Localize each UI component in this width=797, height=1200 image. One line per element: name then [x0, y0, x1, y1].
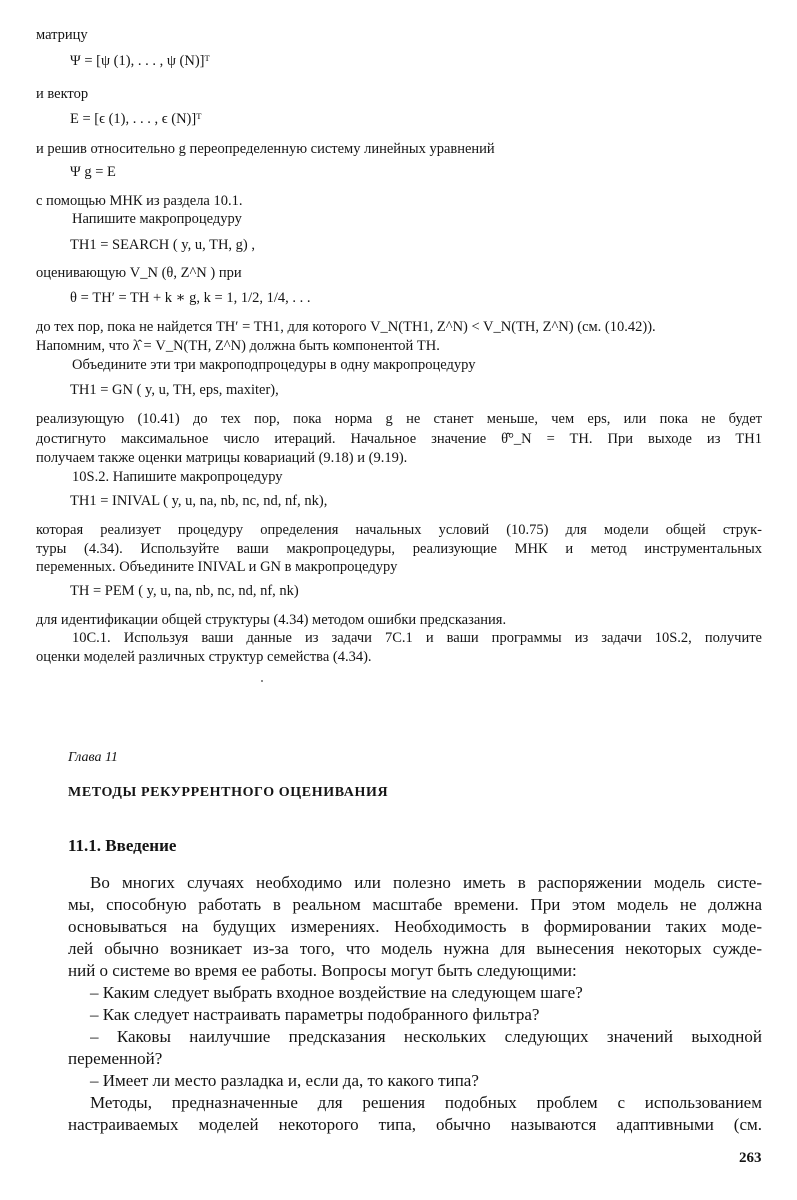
text-line: для идентификации общей структуры (4.34) методом ошибки предсказания. [36, 612, 507, 628]
list-item-continuation: переменной? [68, 1049, 163, 1068]
body-line: ний о системе во время ее работы. Вопросы могут быть следующими: [68, 961, 577, 980]
section-heading: 11.1. Введение [68, 836, 177, 855]
body-line: Во многих случаях необходимо или полезно иметь в распоряжении модель систе- [90, 873, 762, 892]
code-line-search: TH1 = SEARCH ( y, u, TH, g) , [70, 237, 255, 253]
body-line: настраиваемых моделей некоторого типа, обычно называются адаптивными (см. [68, 1115, 762, 1134]
equation-psi-g: Ψ g = E [70, 164, 116, 180]
text-line: Напишите макропроцедуру [72, 211, 242, 227]
text-line: и решив относительно g переопределенную систему линейных уравнений [36, 141, 495, 157]
body-line: основываться на будущих измерениях. Необходимость в формировании таких моде- [68, 917, 762, 936]
text-line: Напомним, что λ̂ = V_N(TH, Z^N) должна быть компонентой TH. [36, 338, 440, 354]
text-line: которая реализует процедуру определения начальных условий (10.75) для модели общей струк- [36, 522, 762, 538]
text-line: с помощью МНК из раздела 10.1. [36, 193, 243, 209]
text-line: и вектор [36, 86, 89, 102]
list-item: – Имеет ли место разладка и, если да, то какого типа? [90, 1071, 479, 1090]
text-line: до тех пор, пока не найдется TH′ = TH1, для которого V_N(TH1, Z^N) < V_N(TH, Z^N) (см. (10.42)). [36, 319, 656, 335]
body-line: Методы, предназначенные для решения подобных проблем с использованием [90, 1093, 762, 1112]
text-line: оценки моделей различных структур семейства (4.34). [36, 649, 372, 665]
equation-theta: θ = TH′ = TH + k ∗ g, k = 1, 1/2, 1/4, . . . [70, 290, 311, 306]
code-line-gn: TH1 = GN ( y, u, TH, eps, maxiter), [70, 382, 279, 398]
chapter-title: МЕТОДЫ РЕКУРРЕНТНОГО ОЦЕНИВАНИЯ [68, 785, 389, 800]
text-line: матрицу [36, 27, 88, 43]
equation-psi: Ψ = [ψ (1), . . . , ψ (N)]ᵀ [70, 53, 210, 69]
page-number: 263 [739, 1150, 762, 1166]
exercise-heading: 10S.2. Напишите макропроцедуру [72, 469, 283, 485]
code-line-inival: TH1 = INIVAL ( y, u, na, nb, nc, nd, nf, nk), [70, 493, 328, 509]
body-line: лей обычно возникает из-за того, что модель нужна для вынесения некоторых сужде- [68, 939, 762, 958]
list-item: – Каковы наилучшие предсказания нескольких следующих значений выходной [90, 1027, 762, 1046]
text-line: оценивающую V_N (θ, Z^N ) при [36, 265, 242, 281]
chapter-label: Глава 11 [68, 750, 118, 765]
equation-e: E = [ϵ (1), . . . , ϵ (N)]ᵀ [70, 111, 202, 127]
text-line: получаем также оценки матрицы ковариаций (9.18) и (9.19). [36, 450, 408, 466]
list-item: – Как следует настраивать параметры подобранного фильтра? [90, 1005, 540, 1024]
text-line: туры (4.34). Используйте ваши макропроцедуры, реализующие МНК и метод инструментальных [36, 541, 762, 557]
text-line: Объедините эти три макроподпроцедуры в одну макропроцедуру [72, 357, 476, 373]
code-line-pem: TH = PEM ( y, u, na, nb, nc, nd, nf, nk) [70, 583, 299, 599]
body-line: мы, способную работать в реальном масштабе времени. При этом модель не должна [68, 895, 762, 914]
text-line: реализующую (10.41) до тех пор, пока норма g не станет меньше, чем eps, или пока не будет [36, 411, 762, 427]
exercise-heading: 10C.1. Используя ваши данные из задачи 7C.1 и ваши программы из задачи 10S.2, получите [72, 630, 762, 646]
print-speck [261, 680, 263, 682]
text-line: достигнуто максимальное число итераций. Начальное значение θ̂°_N = TH. При выходе из TH1 [36, 431, 762, 447]
list-item: – Каким следует выбрать входное воздействие на следующем шаге? [90, 983, 583, 1002]
text-line: переменных. Объедините INIVAL и GN в макропроцедуру [36, 559, 398, 575]
